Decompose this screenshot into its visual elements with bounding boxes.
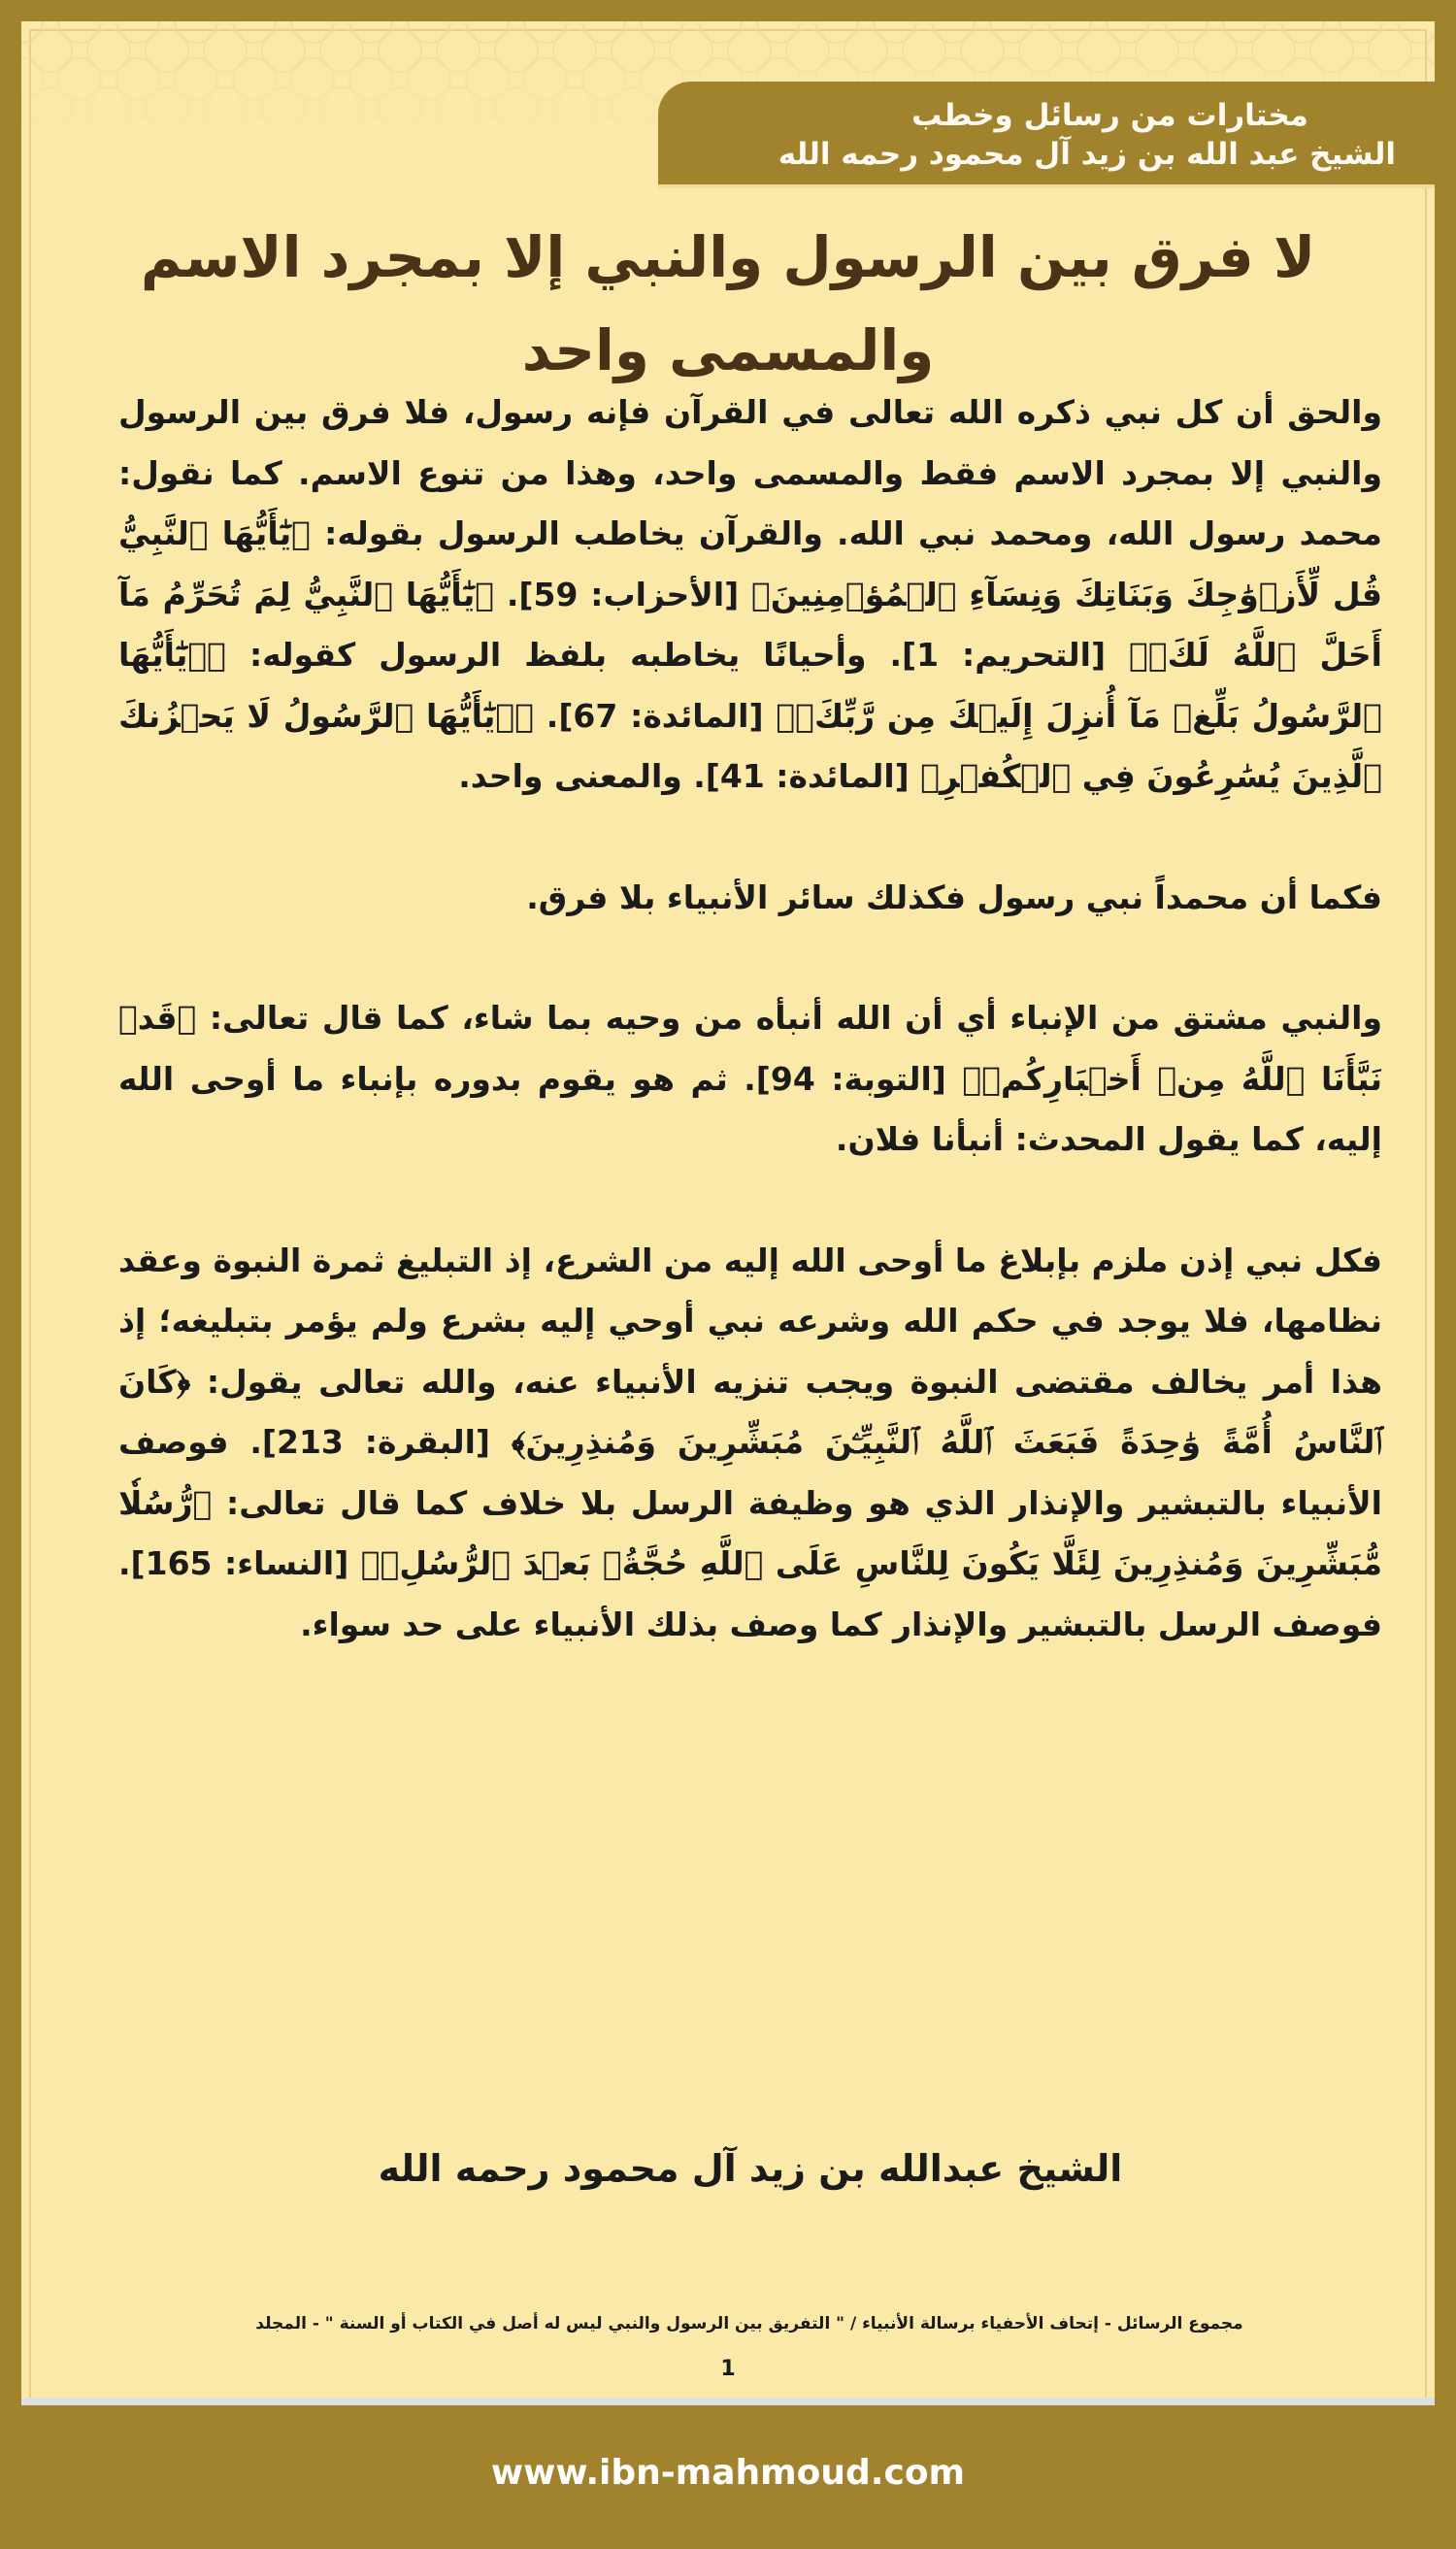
- header-band: [658, 82, 1435, 188]
- paragraph: والحق أن كل نبي ذكره الله تعالى في القرآن فإنه رسول، فلا فرق بين الرسول والنبي إلا بمجرد الاسم فقط والمسمى واحد، وهذا من تنوع الاسم. كما نقول: محمد رسول الله، ومحمد نبي الله. والقرآن يخاطب الرسول بقوله: ﴿يَٰٓأَيُّهَا ٱلنَّبِيُّ قُل لِّأَزۡوَٰجِكَ وَبَنَاتِكَ وَنِسَآءِ ٱلۡمُؤۡمِنِينَ﴾ [الأحزاب: 59]. ﴿يَٰٓأَيُّهَا ٱلنَّبِيُّ لِمَ تُحَرِّمُ مَآ أَحَلَّ ٱللَّهُ لَكَۖ﴾ [التحريم: 1]. وأحيانًا يخاطبه بلفظ الرسول كقوله: ﴿۞يَٰٓأَيُّهَا ٱلرَّسُولُ بَلِّغۡ مَآ أُنزِلَ إِلَيۡكَ مِن رَّبِّكَۖ﴾ [المائدة: 67]. ﴿۞يَٰٓأَيُّهَا ٱلرَّسُولُ لَا يَحۡزُنكَ ٱلَّذِينَ يُسَٰرِعُونَ فِي ٱلۡكُفۡرِ﴾ [المائدة: 41]. والمعنى واحد.: [118, 393, 1382, 795]
- article-body: [118, 382, 1382, 1715]
- page-frame: [21, 21, 1435, 2528]
- paragraph: فكل نبي إذن ملزم بإبلاغ ما أوحى الله إليه من الشرع، إذ التبليغ ثمرة النبوة وعقد نظامها، فلا يوجد في حكم الله وشرعه نبي أوحي إليه بشرع ولم يؤمر بتبليغه؛ إذ هذا أمر يخالف مقتضى النبوة ويجب تنزيه الأنبياء عنه، والله تعالى يقول: ﴿كَانَ ٱلنَّاسُ أُمَّةً وَٰحِدَةً فَبَعَثَ ٱللَّهُ ٱلنَّبِيِّـۧنَ مُبَشِّرِينَ وَمُنذِرِينَ﴾ [البقرة: 213]. فوصف الأنبياء بالتبشير والإنذار الذي هو وظيفة الرسل بلا خلاف كما قال تعالى: ﴿رُّسُلٗا مُّبَشِّرِينَ وَمُنذِرِينَ لِئَلَّا يَكُونَ لِلنَّاسِ عَلَى ٱللَّهِ حُجَّةُۢ بَعۡدَ ٱلرُّسُلِۚ﴾ [النساء: 165]. فوصف الرسل بالتبشير والإنذار كما وصف بذلك الأنبياء على حد سواء.: [118, 1241, 1383, 1643]
- paragraph: والنبي مشتق من الإنباء أي أن الله أنبأه من وحيه بما شاء، كما قال تعالى: ﴿قَدۡ نَبَّأَنَا ٱللَّهُ مِنۡ أَخۡبَارِكُمۡ﴾ [التوبة: 94]. ثم هو يقوم بدوره بإنباء ما أوحى الله إليه، كما يقول المحدث: أنبأنا فلان.: [118, 999, 1382, 1158]
- footer-bar: [21, 2398, 1435, 2528]
- author-name-header: الشيخ عبد الله بن زيد آل محمود رحمه الله: [778, 137, 1396, 172]
- source-citation: مجموع الرسائل - إتحاف الأحفياء برسالة الأنبياء / " التفريق بين الرسول والنبي ليس له أصل في الكتاب أو السنة " - المجلد: [255, 2314, 1243, 2334]
- signature: الشيخ عبدالله بن زيد آل محمود رحمه الله: [378, 2147, 1123, 2190]
- paragraph: فكما أن محمداً نبي رسول فكذلك سائر الأنبياء بلا فرق.: [526, 877, 1382, 916]
- website-link[interactable]: www.ibn-mahmoud.com: [490, 2453, 966, 2493]
- series-title: مختارات من رسائل وخطب: [911, 98, 1308, 133]
- article-title: لا فرق بين الرسول والنبي إلا بمجرد الاسم والمسمى واحد: [140, 224, 1316, 383]
- page-number: 1: [720, 2357, 736, 2381]
